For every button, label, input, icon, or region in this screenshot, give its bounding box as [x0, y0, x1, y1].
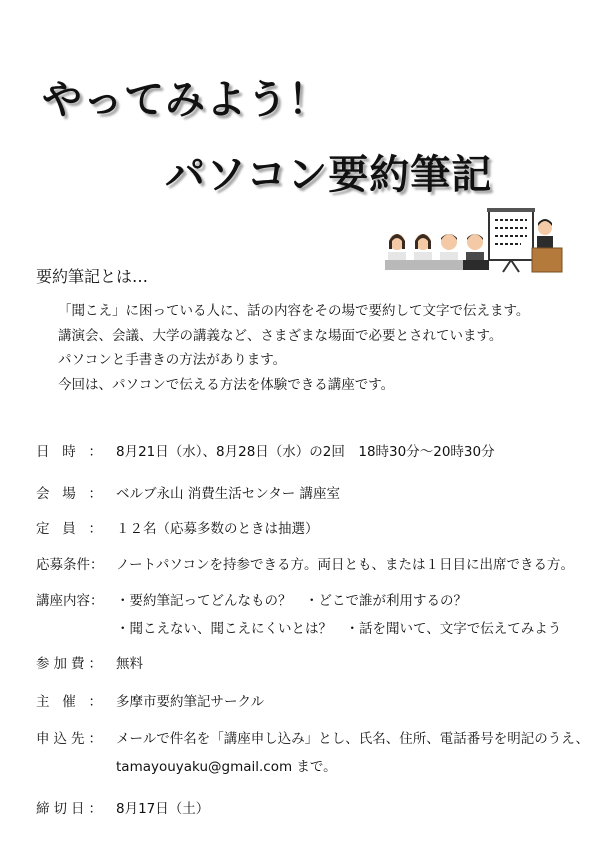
- detail-value: 8月21日（水）、8月28日（水）の2回 18時30分～20時30分: [116, 444, 495, 460]
- person-laptop-icon: [437, 234, 463, 270]
- title-line-1: やってみよう！: [42, 77, 329, 123]
- detail-value: ベルブ永山 消費生活センター 講座室: [116, 486, 341, 502]
- detail-label: 講座内容 ：: [36, 593, 104, 609]
- detail-label: 日 時 ：: [36, 444, 102, 460]
- intro-line: 講演会、会議、大学の講義など、さまざまな場面で必要とされています。: [58, 327, 503, 344]
- detail-value: １２名（応募多数のときは抽選）: [116, 521, 319, 537]
- person-laptop-icon: [385, 234, 411, 270]
- intro-line: 今回は、パソコンで伝える方法を体験できる講座です。: [58, 376, 395, 393]
- person-laptop-icon: [463, 234, 489, 270]
- detail-label: 会 場 ：: [36, 486, 102, 502]
- title-line-2: パソコン要約筆記: [165, 152, 493, 198]
- detail-value: メールで件名を「講座申し込み」とし、氏名、住所、電話番号を明記のうえ、: [116, 731, 590, 747]
- detail-value: ノートパソコンを持参できる方。両日とも、または１日目に出席できる方。: [116, 557, 575, 573]
- person-laptop-icon: [411, 234, 437, 270]
- seminar-illustration: [385, 208, 565, 274]
- detail-label: 主 催 ：: [36, 694, 102, 710]
- detail-label: 参 加 費 ：: [36, 656, 102, 672]
- detail-value: ・要約筆記ってどんなもの？ ・どこで誰が利用するの？: [116, 593, 467, 609]
- detail-label: 応募条件 ：: [36, 557, 104, 573]
- section-heading: 要約筆記とは…: [36, 267, 149, 286]
- speaker-podium-icon: [532, 219, 562, 272]
- intro-line: 「聞こえ」に困っている人に、話の内容をその場で要約して文字で伝えます。: [58, 303, 530, 319]
- detail-value: ・聞こえない、聞こえにくいとは？ ・話を聞いて、文字で伝えてみよう: [116, 621, 562, 637]
- detail-value: 8月17日（土）: [116, 801, 210, 817]
- detail-label: 締 切 日 ：: [36, 801, 102, 817]
- detail-label: 申 込 先 ：: [36, 731, 102, 747]
- presentation-board-icon: [487, 208, 535, 272]
- detail-value: 多摩市要約筆記サークル: [116, 694, 265, 710]
- intro-line: パソコンと手書きの方法があります。: [58, 352, 287, 368]
- detail-value: 無料: [116, 656, 143, 672]
- contact-email: tamayouyaku@gmail.com まで。: [116, 759, 337, 775]
- detail-label: 定 員 ：: [36, 521, 102, 537]
- intro-paragraph: [58, 299, 529, 397]
